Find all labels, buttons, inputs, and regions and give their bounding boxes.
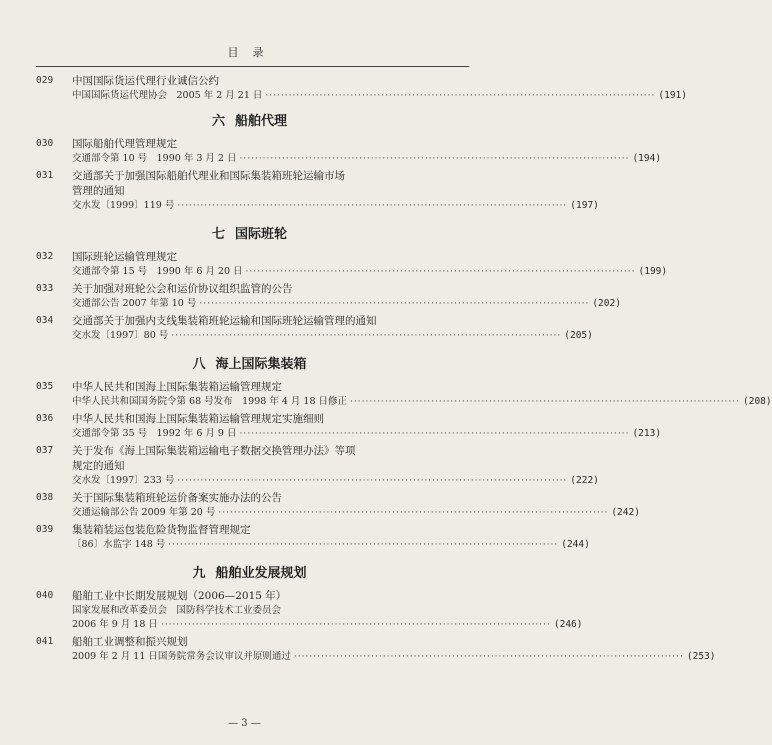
entry-title[interactable]: 中华人民共和国海上国际集装箱运输管理规定实施细则 [72, 413, 324, 425]
leader-dots: ····································································································· [265, 91, 656, 101]
entry-source: 交水发〔1997〕80 号 [72, 330, 169, 341]
entry-page[interactable]: (199) [638, 266, 668, 277]
toc-entry[interactable] [36, 589, 583, 632]
entry-title[interactable]: 规定的通知 [72, 460, 125, 472]
section-number: 六 [211, 114, 225, 129]
entry-subline [72, 89, 687, 103]
entry-number: 030 [36, 138, 54, 149]
leader-dots: ····································································································· [199, 299, 590, 309]
page-header [36, 40, 469, 67]
entry-number: 037 [36, 445, 54, 456]
toc-entry[interactable] [36, 380, 772, 409]
entry-source: 交水发〔1997〕233 号 [72, 475, 175, 486]
entry-issuer [72, 604, 463, 618]
entry-page[interactable]: (202) [592, 298, 621, 309]
section-title: 国际班轮 [235, 227, 288, 242]
leader-dots: ····································································································· [218, 508, 609, 518]
entry-source: 〔86〕水监字 148 号 [72, 539, 166, 550]
leader-dots: ····································································································· [245, 267, 636, 277]
leader-dots: ····································································································· [177, 476, 568, 486]
entry-subline [72, 538, 590, 552]
header-title: 目录 [227, 46, 278, 59]
entry-page[interactable]: (242) [611, 507, 640, 518]
entry-title[interactable]: 国际班轮运输管理规定 [72, 251, 177, 263]
leader-dots: ····································································································· [168, 540, 559, 550]
toc-entry[interactable] [36, 523, 590, 552]
entry-title[interactable]: 船舶工业中长期发展规划（2006—2015 年） [72, 590, 287, 602]
entry-subline [72, 618, 583, 632]
section-title: 船舶代理 [235, 114, 288, 129]
entry-title[interactable]: 管理的通知 [72, 185, 125, 197]
entry-source: 交通部令第 10 号 1990 年 3 月 2 日 [72, 153, 237, 164]
entry-page[interactable]: (244) [561, 539, 590, 550]
entry-source: 2006 年 9 月 18 日 [72, 619, 158, 630]
toc-entry[interactable] [36, 137, 662, 166]
leader-dots: ····································································································· [239, 429, 630, 439]
entry-title[interactable]: 关于国际集装箱班轮运价备案实施办法的公告 [72, 492, 282, 504]
entry-title[interactable]: 船舶工业调整和振兴规划 [72, 636, 188, 648]
entry-title[interactable]: 国际船舶代理管理规定 [72, 138, 177, 150]
entry-source: 交通部公告 2007 年第 10 号 [72, 298, 197, 309]
entry-page[interactable]: (246) [553, 619, 583, 630]
entry-source: 中华人民共和国国务院令第 68 号发布 1998 年 4 月 18 日修正 [72, 396, 348, 407]
entry-issuer-text: 国家发展和改革委员会 国防科学技术工业委员会 [72, 605, 282, 616]
section-heading [36, 226, 463, 244]
entry-subline [72, 650, 716, 664]
entry-number: 041 [36, 636, 54, 647]
leader-dots: ····································································································· [177, 201, 568, 211]
entry-subline [72, 329, 593, 343]
section-heading [36, 565, 463, 583]
entry-subline [72, 395, 772, 409]
entry-page[interactable]: (194) [632, 153, 662, 164]
section-title: 船舶业发展规划 [215, 566, 307, 581]
leader-dots: ····································································································· [160, 620, 551, 630]
entry-source: 交水发〔1999〕119 号 [72, 200, 175, 211]
entry-number: 031 [36, 170, 54, 181]
leader-dots: ····································································································· [350, 397, 740, 407]
entry-page[interactable]: (253) [686, 651, 716, 662]
entry-page[interactable]: (208) [743, 396, 772, 407]
entry-title[interactable]: 关于加强对班轮公会和运价协议组织监管的公告 [72, 283, 293, 295]
section-heading [36, 356, 463, 374]
entry-source: 中国国际货运代理协会 2005 年 2 月 21 日 [72, 90, 263, 101]
entry-page[interactable]: (191) [658, 90, 687, 101]
toc-entry[interactable] [36, 74, 687, 103]
section-number: 九 [192, 566, 206, 581]
section-number: 八 [192, 357, 206, 372]
leader-dots: ····································································································· [239, 154, 630, 164]
toc-content [36, 74, 772, 667]
entry-number: 034 [36, 315, 54, 326]
toc-entry[interactable] [36, 491, 640, 520]
entry-source: 交通运输部公告 2009 年第 20 号 [72, 507, 216, 518]
leader-dots: ····································································································· [293, 652, 684, 662]
entry-subline [72, 506, 640, 520]
entry-source: 交通部令第 15 号 1990 年 6 月 20 日 [72, 266, 243, 277]
entry-title[interactable]: 中国国际货运代理行业诚信公约 [72, 75, 219, 87]
entry-number: 038 [36, 492, 54, 503]
section-number: 七 [211, 227, 225, 242]
section-title: 海上国际集装箱 [215, 357, 307, 372]
entry-number: 040 [36, 590, 54, 601]
entry-number: 032 [36, 251, 54, 262]
entry-subline [72, 427, 662, 441]
entry-source: 交通部令第 35 号 1992 年 6 月 9 日 [72, 428, 237, 439]
toc-entry[interactable] [36, 250, 668, 279]
page-number: — 3 — [228, 718, 261, 729]
entry-title[interactable]: 中华人民共和国海上国际集装箱运输管理规定 [72, 381, 282, 393]
entry-title[interactable]: 集装箱装运包装危险货物监督管理规定 [72, 524, 251, 536]
entry-number: 029 [36, 75, 54, 86]
entry-source: 2009 年 2 月 11 日国务院常务会议审议并原则通过 [72, 651, 291, 662]
toc-entry[interactable] [36, 282, 621, 311]
entry-subline [72, 199, 599, 213]
entry-subline [72, 152, 662, 166]
entry-subline [72, 474, 599, 488]
entry-page[interactable]: (213) [632, 428, 662, 439]
toc-entry[interactable] [36, 314, 593, 343]
entry-page[interactable]: (205) [564, 330, 593, 341]
toc-entry[interactable] [36, 635, 716, 664]
entry-title[interactable]: 交通部关于加强内支线集装箱班轮运输和国际班轮运输管理的通知 [72, 315, 377, 327]
section-heading [36, 113, 463, 131]
entry-title[interactable]: 关于发布《海上国际集装箱运输电子数据交换管理办法》等项 [72, 445, 356, 457]
leader-dots: ····································································································· [171, 331, 562, 341]
toc-entry[interactable] [36, 169, 599, 213]
toc-entry[interactable] [36, 444, 599, 488]
entry-number: 033 [36, 283, 54, 294]
entry-title[interactable]: 交通部关于加强国际船舶代理业和国际集装箱班轮运输市场 [72, 170, 345, 182]
entry-number: 035 [36, 381, 54, 392]
entry-number: 036 [36, 413, 54, 424]
entry-subline [72, 297, 621, 311]
entry-number: 039 [36, 524, 54, 535]
entry-subline [72, 265, 668, 279]
entry-page[interactable]: (222) [570, 475, 599, 486]
entry-page[interactable]: (197) [570, 200, 599, 211]
toc-entry[interactable] [36, 412, 662, 441]
